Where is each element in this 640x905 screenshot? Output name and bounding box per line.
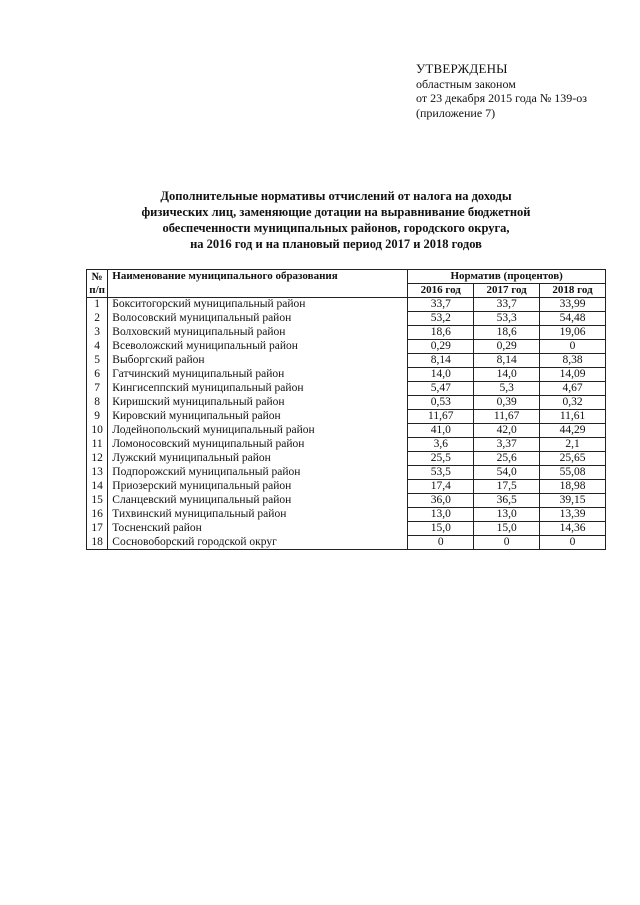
approval-stamp (416, 62, 587, 120)
value-2017: 25,6 (474, 452, 540, 466)
document-title (100, 188, 572, 252)
header-name: Наименование муниципального образования (108, 270, 408, 298)
table-row (87, 494, 606, 508)
value-2017: 11,67 (474, 410, 540, 424)
value-2017: 13,0 (474, 508, 540, 522)
value-2016: 33,7 (408, 298, 474, 312)
header-number-abbr: п/п (89, 283, 105, 296)
norms-table (86, 269, 606, 550)
value-2018: 8,38 (540, 354, 606, 368)
table-row (87, 382, 606, 396)
value-2018: 18,98 (540, 480, 606, 494)
row-number: 10 (87, 424, 108, 438)
row-number: 17 (87, 522, 108, 536)
header-year-2016: 2016 год (408, 284, 474, 298)
value-2017: 18,6 (474, 326, 540, 340)
row-name: Волосовский муниципальный район (108, 312, 408, 326)
row-name: Выборгский район (108, 354, 408, 368)
value-2018: 39,15 (540, 494, 606, 508)
value-2017: 54,0 (474, 466, 540, 480)
value-2018: 25,65 (540, 452, 606, 466)
table-row (87, 522, 606, 536)
row-number: 4 (87, 340, 108, 354)
row-number: 3 (87, 326, 108, 340)
row-name: Приозерский муниципальный район (108, 480, 408, 494)
value-2017: 5,3 (474, 382, 540, 396)
header-number-sign: № (91, 270, 103, 283)
value-2016: 17,4 (408, 480, 474, 494)
table-row (87, 354, 606, 368)
table-row (87, 466, 606, 480)
row-number: 7 (87, 382, 108, 396)
row-number: 18 (87, 536, 108, 550)
value-2016: 8,14 (408, 354, 474, 368)
row-name: Лодейнопольский муниципальный район (108, 424, 408, 438)
table-row (87, 410, 606, 424)
row-name: Гатчинский муниципальный район (108, 368, 408, 382)
value-2018: 33,99 (540, 298, 606, 312)
table-row (87, 438, 606, 452)
row-number: 14 (87, 480, 108, 494)
header-norm: Норматив (процентов) (408, 270, 606, 284)
value-2016: 5,47 (408, 382, 474, 396)
table-row (87, 312, 606, 326)
value-2018: 19,06 (540, 326, 606, 340)
table-row (87, 396, 606, 410)
row-name: Кингисеппский муниципальный район (108, 382, 408, 396)
value-2018: 14,09 (540, 368, 606, 382)
title-line: Дополнительные нормативы отчислений от налога на доходы (160, 189, 512, 203)
value-2016: 3,6 (408, 438, 474, 452)
header-year-2017: 2017 год (474, 284, 540, 298)
value-2017: 33,7 (474, 298, 540, 312)
value-2017: 0,39 (474, 396, 540, 410)
row-number: 15 (87, 494, 108, 508)
row-name: Бокситогорский муниципальный район (108, 298, 408, 312)
value-2016: 0,53 (408, 396, 474, 410)
value-2018: 2,1 (540, 438, 606, 452)
value-2018: 4,67 (540, 382, 606, 396)
row-number: 1 (87, 298, 108, 312)
value-2018: 14,36 (540, 522, 606, 536)
value-2016: 0,29 (408, 340, 474, 354)
row-name: Тосненский район (108, 522, 408, 536)
value-2016: 14,0 (408, 368, 474, 382)
value-2018: 0 (540, 340, 606, 354)
value-2017: 0,29 (474, 340, 540, 354)
row-name: Подпорожский муниципальный район (108, 466, 408, 480)
row-name: Сосновоборский городской округ (108, 536, 408, 550)
value-2017: 36,5 (474, 494, 540, 508)
value-2017: 0 (474, 536, 540, 550)
value-2016: 41,0 (408, 424, 474, 438)
value-2016: 13,0 (408, 508, 474, 522)
value-2018: 13,39 (540, 508, 606, 522)
title-line: обеспеченности муниципальных районов, городского округа, (162, 221, 510, 235)
value-2017: 3,37 (474, 438, 540, 452)
value-2018: 0,32 (540, 396, 606, 410)
table-row (87, 326, 606, 340)
row-name: Всеволожский муниципальный район (108, 340, 408, 354)
value-2016: 36,0 (408, 494, 474, 508)
value-2016: 25,5 (408, 452, 474, 466)
value-2018: 0 (540, 536, 606, 550)
row-name: Киришский муниципальный район (108, 396, 408, 410)
value-2017: 17,5 (474, 480, 540, 494)
table-row (87, 298, 606, 312)
row-name: Тихвинский муниципальный район (108, 508, 408, 522)
title-line: физических лиц, заменяющие дотации на выравнивание бюджетной (141, 205, 531, 219)
value-2016: 0 (408, 536, 474, 550)
row-name: Кировский муниципальный район (108, 410, 408, 424)
row-number: 9 (87, 410, 108, 424)
value-2016: 11,67 (408, 410, 474, 424)
table-row (87, 452, 606, 466)
value-2018: 11,61 (540, 410, 606, 424)
header-number (87, 270, 108, 298)
row-number: 2 (87, 312, 108, 326)
table-row (87, 536, 606, 550)
row-number: 12 (87, 452, 108, 466)
table-row (87, 480, 606, 494)
header-year-2018: 2018 год (540, 284, 606, 298)
approval-appendix: (приложение 7) (416, 105, 496, 120)
value-2016: 53,2 (408, 312, 474, 326)
table-row (87, 508, 606, 522)
value-2016: 18,6 (408, 326, 474, 340)
row-number: 8 (87, 396, 108, 410)
title-line: на 2016 год и на плановый период 2017 и 2018 годов (190, 237, 482, 251)
row-name: Волховский муниципальный район (108, 326, 408, 340)
row-name: Сланцевский муниципальный район (108, 494, 408, 508)
row-name: Ломоносовский муниципальный район (108, 438, 408, 452)
value-2017: 8,14 (474, 354, 540, 368)
value-2017: 14,0 (474, 368, 540, 382)
row-name: Лужский муниципальный район (108, 452, 408, 466)
value-2018: 54,48 (540, 312, 606, 326)
value-2017: 15,0 (474, 522, 540, 536)
row-number: 13 (87, 466, 108, 480)
table-row (87, 368, 606, 382)
row-number: 6 (87, 368, 108, 382)
row-number: 5 (87, 354, 108, 368)
value-2017: 42,0 (474, 424, 540, 438)
row-number: 11 (87, 438, 108, 452)
value-2018: 55,08 (540, 466, 606, 480)
value-2016: 15,0 (408, 522, 474, 536)
approval-heading: УТВЕРЖДЕНЫ (416, 61, 508, 76)
value-2017: 53,3 (474, 312, 540, 326)
value-2018: 44,29 (540, 424, 606, 438)
approval-line: областным законом (416, 76, 516, 91)
table-row (87, 424, 606, 438)
value-2016: 53,5 (408, 466, 474, 480)
row-number: 16 (87, 508, 108, 522)
table-row (87, 340, 606, 354)
approval-law-reference: от 23 декабря 2015 года № 139-оз (416, 91, 588, 105)
